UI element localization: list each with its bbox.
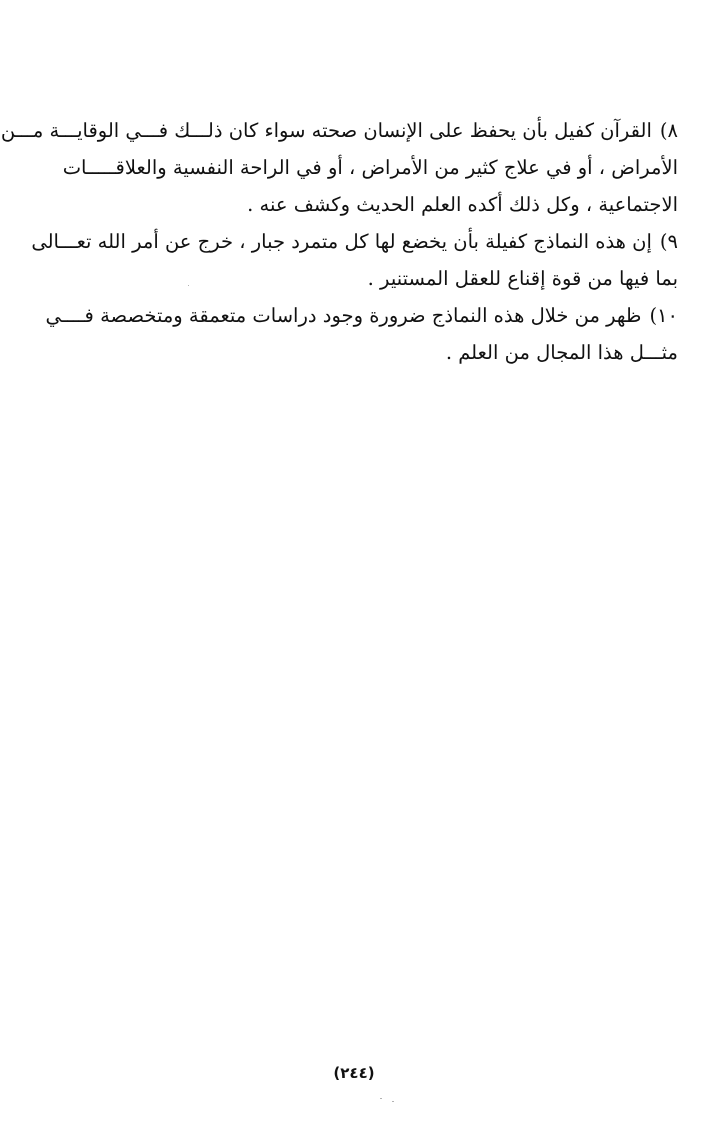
scan-speck	[380, 1098, 382, 1099]
item-9-line-1: ٩)إن هذه النماذج كفيلة بأن يخضع لها كل متمرد جبار ، خرج عن أمر الله تعـــالى	[66, 223, 678, 260]
conclusion-list	[0, 112, 678, 371]
item-8-line-3: الاجتماعية ، وكل ذلك أكده العلم الحديث وكشف عنه .	[247, 193, 678, 216]
item-10-number: ١٠)	[649, 304, 678, 327]
item-9-number: ٩)	[659, 230, 678, 253]
item-8-line-2: الأمراض ، أو في علاج كثير من الأمراض ، أو في الراحة النفسية والعلاقـــــات	[62, 156, 678, 179]
item-10-line-1: ١٠)ظهر من خلال هذه النماذج ضرورة وجود دراسات متعمقة ومتخصصة فــــي	[66, 297, 678, 334]
list-item-10	[45, 297, 678, 371]
page-number: (٢٤٤)	[333, 1064, 375, 1082]
item-10-line-2: مثـــل هذا المجال من العلم .	[445, 341, 678, 364]
item-9-line-2: بما فيها من قوة إقناع للعقل المستنير .	[367, 267, 678, 290]
item-8-line-1: ٨)القرآن كفيل بأن يحفظ على الإنسان صحته سواء كان ذلـــك فـــي الوقايـــة مـــن	[66, 112, 678, 149]
scan-speck	[392, 1101, 394, 1102]
scan-speck	[188, 285, 189, 286]
list-item-9	[31, 223, 678, 297]
list-item-8	[0, 112, 678, 223]
item-8-number: ٨)	[659, 119, 678, 142]
